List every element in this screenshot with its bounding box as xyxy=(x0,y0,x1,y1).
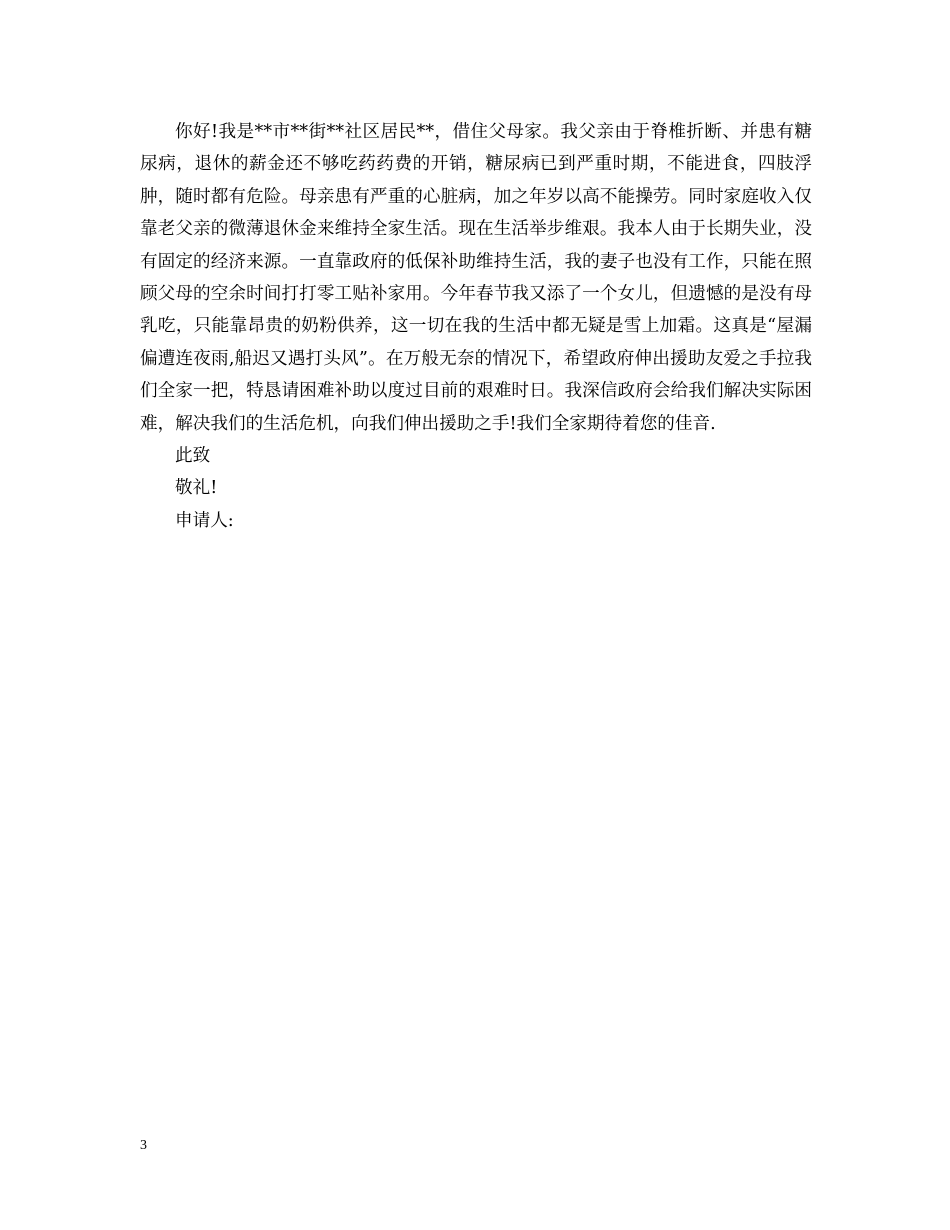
body-paragraph: 你好!我是**市**街**社区居民**，借住父母家。我父亲由于脊椎折断、并患有糖尿病，退休的薪金还不够吃药药费的开销，糖尿病已到严重时期，不能进食，四肢浮肿，随时都有危险。母亲患有严重的心脏病，加之年岁以高不能操劳。同时家庭收入仅靠老父亲的微薄退休金来维持全家生活。现在生活举步维艰。我本人由于长期失业，没有固定的经济来源。一直靠政府的低保补助维持生活，我的妻子也没有工作，只能在照顾父母的空余时间打打零工贴补家用。今年春节我又添了一个女儿，但遗憾的是没有母乳吃，只能靠昂贵的奶粉供养，这一切在我的生活中都无疑是雪上加霜。这真是“屋漏偏遭连夜雨,船迟又遇打头风”。在万般无奈的情况下，希望政府伸出援助友爱之手拉我们全家一把，特恳请困难补助以度过目前的艰难时日。我深信政府会给我们解决实际困难，解决我们的生活危机，向我们伸出援助之手!我们全家期待着您的佳音. xyxy=(140,122,812,434)
letter-body xyxy=(140,116,812,537)
closing-regards: 敬礼! xyxy=(175,478,218,499)
page-number: 3 xyxy=(140,1138,147,1153)
closing-salutation: 此致 xyxy=(175,446,211,467)
applicant-label: 申请人: xyxy=(175,510,234,531)
